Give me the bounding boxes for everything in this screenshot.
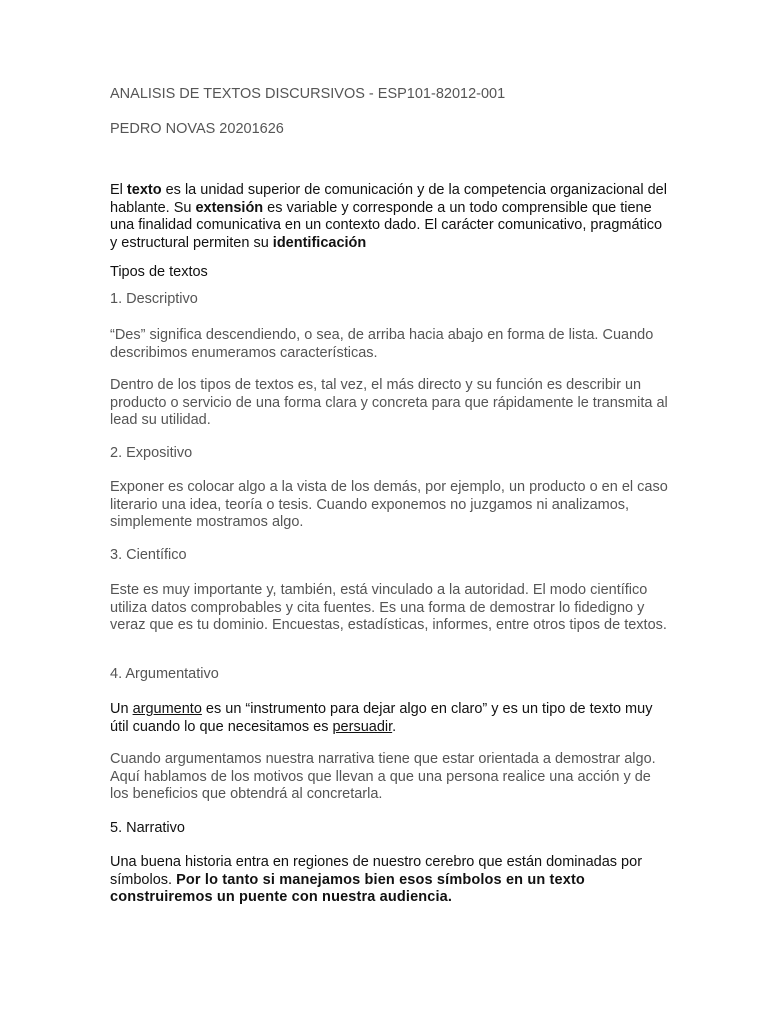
expositivo-heading: 2. Expositivo bbox=[110, 445, 193, 461]
argumentativo-paragraph-1 bbox=[110, 701, 670, 736]
argumentativo-heading: 4. Argumentativo bbox=[110, 666, 219, 682]
cientifico-paragraph-1: Este es muy importante y, también, está vinculado a la autoridad. El modo científico utiliza datos comprobables y cita fuentes. Es una forma de demostrar lo fidedigno y veraz que es tu dominio. Encuestas, estadísticas, informes, entre otros tipos de textos. bbox=[110, 582, 667, 633]
intro-text-2: es la unidad superior de comunicación y de la competencia organizacional del hablante. Su bbox=[110, 182, 667, 216]
argumentativo-text-3: . bbox=[392, 718, 397, 735]
argumento-link[interactable]: argumento bbox=[132, 701, 202, 717]
argumentativo-text-1: Un bbox=[110, 701, 133, 717]
narrativo-heading: 5. Narrativo bbox=[110, 820, 185, 836]
intro-bold-texto: texto bbox=[126, 182, 162, 198]
argumentativo-paragraph-2: Cuando argumentamos nuestra narrativa tiene que estar orientada a demostrar algo. Aquí hablamos de los motivos que llevan a que una persona realice una acción y de los beneficios que obtendrá al concretarla. bbox=[110, 751, 656, 802]
descriptivo-heading: 1. Descriptivo bbox=[110, 291, 198, 307]
intro-paragraph bbox=[110, 182, 670, 252]
author-line: PEDRO NOVAS 20201626 bbox=[110, 121, 284, 137]
descriptivo-paragraph-1: “Des” significa descendiendo, o sea, de arriba hacia abajo en forma de lista. Cuando describimos enumeramos características. bbox=[110, 327, 654, 361]
types-heading: Tipos de textos bbox=[110, 264, 208, 280]
cientifico-heading: 3. Científico bbox=[110, 547, 187, 563]
intro-bold-identificacion: identificación bbox=[272, 234, 367, 251]
intro-text-1: El bbox=[110, 182, 127, 198]
expositivo-paragraph-1: Exponer es colocar algo a la vista de los demás, por ejemplo, un producto o en el caso literario una idea, teoría o tesis. Cuando exponemos no juzgamos ni analizamos, simplemente mostramos algo. bbox=[110, 479, 668, 530]
intro-text-3: es variable y corresponde a un todo comprensible que tiene una finalidad comunicativa en un contexto dado. El carácter comunicativo, pragmático y estructural permiten su bbox=[110, 199, 663, 251]
descriptivo-paragraph-2: Dentro de los tipos de textos es, tal vez, el más directo y su función es describir un producto o servicio de una forma clara y concreta para que rápidamente le transmita al lead su utilidad. bbox=[110, 377, 668, 428]
persuadir-link[interactable]: persuadir bbox=[332, 718, 393, 735]
narrativo-paragraph-1 bbox=[110, 854, 670, 907]
narrativo-bold-text: Por lo tanto si manejamos bien esos símbolos en un texto construiremos un puente con nuestra audiencia. bbox=[110, 871, 585, 905]
intro-bold-extension: extensión bbox=[195, 199, 264, 216]
document-title: ANALISIS DE TEXTOS DISCURSIVOS - ESP101-82012-001 bbox=[110, 86, 506, 102]
narrativo-text-1: Una buena historia entra en regiones de nuestro cerebro que están dominadas por símbolos. bbox=[110, 854, 643, 888]
argumentativo-text-2: es un “instrumento para dejar algo en claro” y es un tipo de texto muy útil cuando lo que necesitamos es bbox=[110, 701, 653, 735]
